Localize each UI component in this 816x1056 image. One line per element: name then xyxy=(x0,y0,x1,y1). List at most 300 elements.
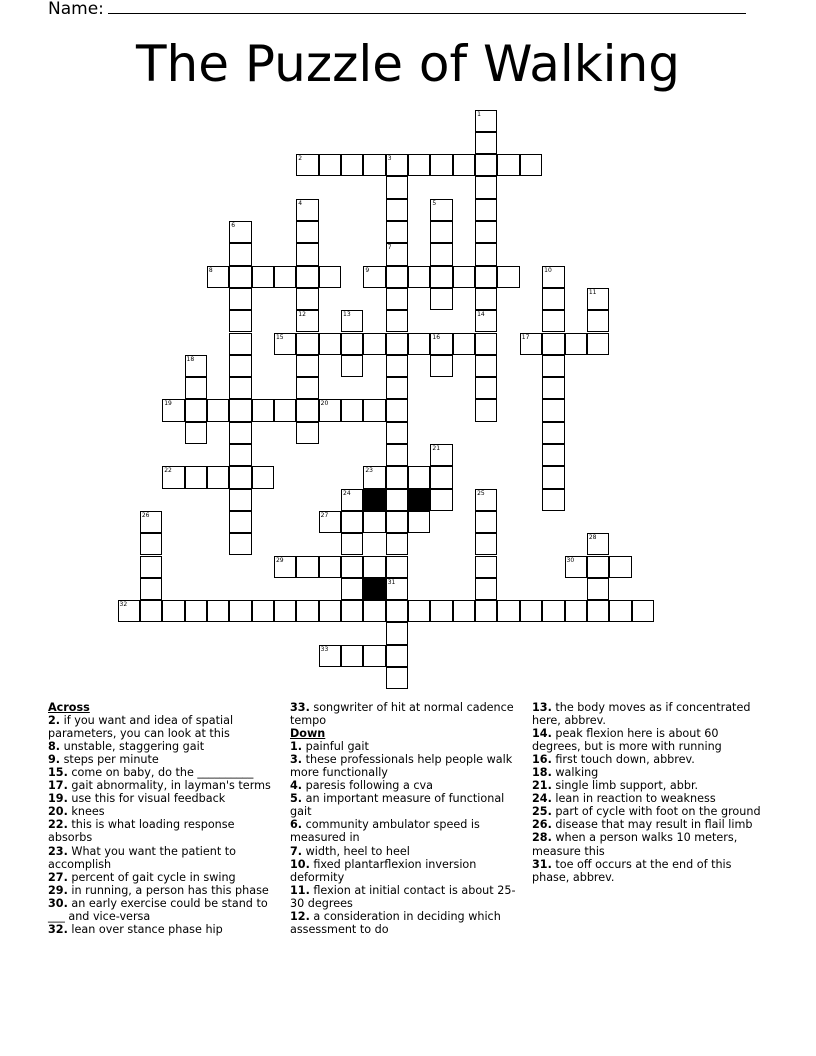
grid-cell[interactable] xyxy=(363,600,385,622)
grid-cell[interactable] xyxy=(430,355,452,377)
clue-item xyxy=(290,818,520,844)
grid-cell[interactable] xyxy=(229,355,251,377)
grid-cell[interactable] xyxy=(430,489,452,511)
grid-cell[interactable] xyxy=(542,444,564,466)
grid-cell[interactable] xyxy=(341,556,363,578)
clue-number: 16 xyxy=(432,333,441,341)
grid-cell[interactable] xyxy=(296,399,318,421)
clue-number: 26 xyxy=(141,511,150,519)
grid-cell[interactable] xyxy=(587,310,609,332)
clue-number-label: 26. xyxy=(532,818,552,832)
grid-cell[interactable] xyxy=(207,600,229,622)
grid-cell[interactable] xyxy=(386,176,408,198)
grid-cell[interactable] xyxy=(542,377,564,399)
grid-cell[interactable] xyxy=(341,645,363,667)
grid-cell[interactable] xyxy=(319,600,341,622)
grid-cell[interactable] xyxy=(296,333,318,355)
clue-number: 28 xyxy=(588,534,597,542)
clue-number-label: 15. xyxy=(48,766,68,780)
grid-cell[interactable] xyxy=(229,288,251,310)
grid-cell[interactable] xyxy=(296,199,318,221)
grid-cell[interactable] xyxy=(475,533,497,555)
clue-item xyxy=(290,792,520,818)
clue-number: 11 xyxy=(588,288,597,296)
clue-item xyxy=(48,714,278,740)
clue-section-heading: Down xyxy=(290,727,326,741)
grid-cell[interactable] xyxy=(140,556,162,578)
clue-text: width, heel to heel xyxy=(302,844,410,858)
clue-item xyxy=(290,884,520,910)
grid-cell[interactable] xyxy=(408,266,430,288)
clue-number-label: 28. xyxy=(532,831,552,845)
grid-cell[interactable] xyxy=(162,399,184,421)
clue-text: songwriter of hit at normal cadence tempo xyxy=(290,701,514,728)
clue-number: 6 xyxy=(231,222,236,229)
clue-number: 15 xyxy=(275,333,284,341)
grid-cell[interactable] xyxy=(453,154,475,176)
grid-cell[interactable] xyxy=(319,333,341,355)
grid-cell[interactable] xyxy=(296,556,318,578)
clue-number: 8 xyxy=(208,266,213,274)
clue-number: 5 xyxy=(432,199,437,207)
clue-text: paresis following a cva xyxy=(302,779,434,793)
clue-item xyxy=(290,740,520,753)
grid-cell[interactable] xyxy=(296,422,318,444)
grid-cell[interactable] xyxy=(386,667,408,689)
clue-column-1 xyxy=(48,701,278,936)
grid-cell[interactable] xyxy=(453,266,475,288)
grid-cell[interactable] xyxy=(609,556,631,578)
grid-cell[interactable] xyxy=(185,466,207,488)
grid-cell[interactable] xyxy=(587,556,609,578)
grid-cell[interactable] xyxy=(185,422,207,444)
clue-item xyxy=(48,740,278,753)
grid-cell[interactable] xyxy=(386,444,408,466)
grid-cell[interactable] xyxy=(386,355,408,377)
clue-text: walking xyxy=(551,766,599,780)
grid-cell[interactable] xyxy=(386,333,408,355)
grid-cell[interactable] xyxy=(565,600,587,622)
grid-cell[interactable] xyxy=(497,154,519,176)
grid-cell[interactable] xyxy=(587,533,609,555)
clue-number: 31 xyxy=(387,578,396,586)
grid-cell[interactable] xyxy=(542,489,564,511)
clue-number-label: 5. xyxy=(290,792,303,806)
clue-text: when a person walks 10 meters, measure this xyxy=(532,831,738,858)
grid-cell[interactable] xyxy=(319,645,341,667)
grid-cell[interactable] xyxy=(386,489,408,511)
grid-cell[interactable] xyxy=(475,199,497,221)
grid-cell[interactable] xyxy=(408,511,430,533)
clue-item xyxy=(532,792,762,805)
grid-cell[interactable] xyxy=(274,600,296,622)
grid-cell[interactable] xyxy=(475,511,497,533)
grid-cell[interactable] xyxy=(140,578,162,600)
grid-cell[interactable] xyxy=(475,333,497,355)
grid-cell-blocked xyxy=(363,578,385,600)
grid-cell[interactable] xyxy=(386,533,408,555)
clue-number-label: 2. xyxy=(48,714,61,728)
grid-cell[interactable] xyxy=(229,399,251,421)
grid-cell[interactable] xyxy=(430,243,452,265)
clue-number-label: 25. xyxy=(532,805,552,819)
grid-cell[interactable] xyxy=(185,377,207,399)
clue-item xyxy=(532,753,762,766)
grid-cell[interactable] xyxy=(229,333,251,355)
grid-cell[interactable] xyxy=(430,600,452,622)
grid-cell[interactable] xyxy=(252,466,274,488)
grid-cell-blocked xyxy=(363,489,385,511)
grid-cell[interactable] xyxy=(229,221,251,243)
grid-cell[interactable] xyxy=(252,399,274,421)
grid-cell[interactable] xyxy=(341,154,363,176)
clue-number-label: 32. xyxy=(48,922,68,936)
clue-number-label: 11. xyxy=(290,883,310,897)
grid-cell[interactable] xyxy=(229,466,251,488)
clue-item xyxy=(48,753,278,766)
grid-cell[interactable] xyxy=(475,355,497,377)
clue-number: 19 xyxy=(164,400,172,408)
grid-cell[interactable] xyxy=(207,466,229,488)
grid-cell[interactable] xyxy=(296,600,318,622)
grid-cell[interactable] xyxy=(229,422,251,444)
grid-cell[interactable] xyxy=(475,132,497,154)
clue-text: flexion at initial contact is about 25-30 degrees xyxy=(290,883,516,910)
grid-cell[interactable] xyxy=(475,600,497,622)
grid-cell[interactable] xyxy=(341,333,363,355)
clue-number-label: 12. xyxy=(290,909,310,923)
clue-item xyxy=(290,701,520,727)
grid-cell[interactable] xyxy=(497,600,519,622)
grid-cell[interactable] xyxy=(386,622,408,644)
clue-item xyxy=(290,858,520,884)
grid-cell[interactable] xyxy=(386,466,408,488)
clue-text: steps per minute xyxy=(60,753,159,767)
clue-text: unstable, staggering gait xyxy=(60,740,205,754)
grid-cell[interactable] xyxy=(587,288,609,310)
grid-cell[interactable] xyxy=(296,377,318,399)
grid-cell[interactable] xyxy=(542,266,564,288)
clue-number: 33 xyxy=(320,645,329,653)
clue-text: first touch down, abbrev. xyxy=(551,753,695,767)
grid-cell[interactable] xyxy=(542,355,564,377)
grid-cell[interactable] xyxy=(363,645,385,667)
grid-cell[interactable] xyxy=(118,600,140,622)
grid-cell[interactable] xyxy=(296,221,318,243)
clue-number: 9 xyxy=(365,266,370,274)
clue-text: disease that may result in flail limb xyxy=(551,818,753,832)
grid-cell[interactable] xyxy=(296,310,318,332)
clue-text: use this for visual feedback xyxy=(67,792,226,806)
clue-item xyxy=(48,884,278,897)
clue-item xyxy=(48,923,278,936)
grid-cell[interactable] xyxy=(140,600,162,622)
grid-cell[interactable] xyxy=(386,422,408,444)
grid-cell[interactable] xyxy=(475,489,497,511)
clue-number-label: 27. xyxy=(48,870,68,884)
grid-cell[interactable] xyxy=(363,511,385,533)
grid-cell[interactable] xyxy=(386,578,408,600)
grid-cell-blocked xyxy=(408,489,430,511)
grid-cell[interactable] xyxy=(542,399,564,421)
clue-number: 22 xyxy=(164,467,172,475)
grid-cell[interactable] xyxy=(229,489,251,511)
grid-cell[interactable] xyxy=(475,176,497,198)
clue-item xyxy=(532,818,762,831)
grid-cell[interactable] xyxy=(386,288,408,310)
clue-number: 25 xyxy=(477,489,485,497)
grid-cell[interactable] xyxy=(386,556,408,578)
clue-text: fixed plantarflexion inversion deformity xyxy=(290,857,477,884)
grid-cell[interactable] xyxy=(609,600,631,622)
clue-number: 7 xyxy=(387,244,392,252)
clue-item xyxy=(48,792,278,805)
grid-cell[interactable] xyxy=(475,266,497,288)
grid-cell[interactable] xyxy=(542,333,564,355)
clue-item xyxy=(532,805,762,818)
clue-number-label: 17. xyxy=(48,779,68,793)
grid-cell[interactable] xyxy=(185,355,207,377)
clue-text: these professionals help people walk more functionally xyxy=(290,753,513,780)
grid-cell[interactable] xyxy=(386,221,408,243)
clue-item xyxy=(290,753,520,779)
grid-cell[interactable] xyxy=(453,600,475,622)
grid-cell[interactable] xyxy=(341,511,363,533)
grid-cell[interactable] xyxy=(565,556,587,578)
grid-cell[interactable] xyxy=(542,600,564,622)
grid-cell[interactable] xyxy=(274,556,296,578)
grid-cell[interactable] xyxy=(363,556,385,578)
clue-text: single limb support, abbr. xyxy=(551,779,699,793)
clue-number-label: 4. xyxy=(290,779,303,793)
grid-cell[interactable] xyxy=(520,154,542,176)
grid-cell[interactable] xyxy=(475,110,497,132)
clue-text: in running, a person has this phase xyxy=(67,883,269,897)
grid-cell[interactable] xyxy=(229,600,251,622)
grid-cell[interactable] xyxy=(430,221,452,243)
grid-cell[interactable] xyxy=(185,399,207,421)
grid-cell[interactable] xyxy=(341,600,363,622)
grid-cell[interactable] xyxy=(430,266,452,288)
clue-number-label: 18. xyxy=(532,766,552,780)
clue-number: 2 xyxy=(298,155,303,163)
clue-number: 14 xyxy=(477,311,485,319)
grid-cell[interactable] xyxy=(632,600,654,622)
clue-number: 1 xyxy=(477,110,481,118)
clue-number-label: 29. xyxy=(48,883,68,897)
grid-cell[interactable] xyxy=(497,266,519,288)
grid-cell[interactable] xyxy=(542,466,564,488)
grid-cell[interactable] xyxy=(386,600,408,622)
clue-item xyxy=(48,897,278,923)
grid-cell[interactable] xyxy=(296,288,318,310)
clue-number-label: 20. xyxy=(48,805,68,819)
grid-cell[interactable] xyxy=(229,377,251,399)
grid-cell[interactable] xyxy=(408,333,430,355)
grid-cell[interactable] xyxy=(140,533,162,555)
clue-item xyxy=(290,845,520,858)
clue-text: come on baby, do the __________ xyxy=(67,766,254,780)
clue-number-label: 9. xyxy=(48,753,61,767)
grid-cell[interactable] xyxy=(475,154,497,176)
grid-cell[interactable] xyxy=(319,511,341,533)
grid-cell[interactable] xyxy=(386,243,408,265)
grid-cell[interactable] xyxy=(229,310,251,332)
grid-cell[interactable] xyxy=(140,511,162,533)
clue-text: peak flexion here is about 60 degrees, but is more with running xyxy=(532,727,722,754)
clue-item xyxy=(48,779,278,792)
grid-cell[interactable] xyxy=(207,399,229,421)
grid-cell[interactable] xyxy=(341,399,363,421)
clue-text: painful gait xyxy=(302,740,369,754)
grid-cell[interactable] xyxy=(363,333,385,355)
grid-cell[interactable] xyxy=(542,288,564,310)
clue-number: 4 xyxy=(298,199,303,207)
clue-column-2 xyxy=(290,701,520,936)
clue-text: an important measure of functional gait xyxy=(290,792,505,819)
grid-cell[interactable] xyxy=(430,444,452,466)
clue-number: 27 xyxy=(320,511,329,519)
grid-cell[interactable] xyxy=(430,466,452,488)
clue-text: lean in reaction to weakness xyxy=(551,792,716,806)
grid-cell[interactable] xyxy=(587,600,609,622)
grid-cell[interactable] xyxy=(430,333,452,355)
clue-text: What you want the patient to accomplish xyxy=(48,844,237,871)
grid-cell[interactable] xyxy=(229,533,251,555)
grid-cell[interactable] xyxy=(430,288,452,310)
grid-cell[interactable] xyxy=(453,333,475,355)
grid-cell[interactable] xyxy=(386,511,408,533)
clue-item xyxy=(48,871,278,884)
grid-cell[interactable] xyxy=(408,466,430,488)
clue-number: 29 xyxy=(275,556,284,564)
grid-cell[interactable] xyxy=(363,266,385,288)
grid-cell[interactable] xyxy=(475,399,497,421)
grid-cell[interactable] xyxy=(229,444,251,466)
grid-cell[interactable] xyxy=(475,377,497,399)
grid-cell[interactable] xyxy=(229,511,251,533)
grid-cell[interactable] xyxy=(185,600,207,622)
grid-cell[interactable] xyxy=(341,489,363,511)
clue-number: 10 xyxy=(544,266,552,274)
grid-cell[interactable] xyxy=(274,266,296,288)
grid-cell[interactable] xyxy=(542,310,564,332)
clue-item xyxy=(532,701,762,727)
grid-cell[interactable] xyxy=(252,600,274,622)
grid-cell[interactable] xyxy=(430,154,452,176)
clue-number-label: 16. xyxy=(532,753,552,767)
grid-cell[interactable] xyxy=(475,578,497,600)
grid-cell[interactable] xyxy=(341,578,363,600)
grid-cell[interactable] xyxy=(162,600,184,622)
grid-cell[interactable] xyxy=(386,310,408,332)
clue-text: if you want and idea of spatial parameters, you can look at this xyxy=(48,714,234,741)
grid-cell[interactable] xyxy=(520,600,542,622)
clue-text: this is what loading response absorbs xyxy=(48,818,235,845)
grid-cell[interactable] xyxy=(475,243,497,265)
grid-cell[interactable] xyxy=(475,310,497,332)
clue-number-label: 7. xyxy=(290,844,303,858)
grid-cell[interactable] xyxy=(341,310,363,332)
grid-cell[interactable] xyxy=(542,422,564,444)
grid-cell[interactable] xyxy=(386,645,408,667)
grid-cell[interactable] xyxy=(252,266,274,288)
grid-cell[interactable] xyxy=(386,266,408,288)
grid-cell[interactable] xyxy=(296,154,318,176)
grid-cell[interactable] xyxy=(475,556,497,578)
grid-cell[interactable] xyxy=(430,199,452,221)
grid-cell[interactable] xyxy=(386,377,408,399)
grid-cell[interactable] xyxy=(274,399,296,421)
clue-number: 24 xyxy=(343,489,351,497)
clue-column-3 xyxy=(532,701,762,884)
grid-cell[interactable] xyxy=(207,266,229,288)
clue-number-label: 8. xyxy=(48,740,61,754)
clue-item xyxy=(48,805,278,818)
grid-cell[interactable] xyxy=(296,355,318,377)
grid-cell[interactable] xyxy=(587,578,609,600)
clue-text: the body moves as if concentrated here, abbrev. xyxy=(532,701,751,728)
grid-cell[interactable] xyxy=(408,154,430,176)
grid-cell[interactable] xyxy=(274,333,296,355)
clue-number: 32 xyxy=(119,601,128,609)
clue-text: community ambulator speed is measured in xyxy=(290,818,480,845)
clue-number-label: 3. xyxy=(290,753,303,767)
grid-cell[interactable] xyxy=(520,333,542,355)
grid-cell[interactable] xyxy=(296,243,318,265)
grid-cell[interactable] xyxy=(319,556,341,578)
grid-cell[interactable] xyxy=(386,199,408,221)
grid-cell[interactable] xyxy=(319,154,341,176)
grid-cell[interactable] xyxy=(229,243,251,265)
clue-item xyxy=(532,858,762,884)
clue-number-label: 14. xyxy=(532,727,552,741)
clue-text: gait abnormality, in layman's terms xyxy=(67,779,271,793)
name-label: Name: xyxy=(48,0,104,19)
grid-cell[interactable] xyxy=(475,288,497,310)
grid-cell[interactable] xyxy=(341,533,363,555)
clue-item xyxy=(290,910,520,936)
grid-cell[interactable] xyxy=(587,333,609,355)
clue-item xyxy=(532,727,762,753)
grid-cell[interactable] xyxy=(408,600,430,622)
clue-number: 23 xyxy=(365,467,373,475)
grid-cell[interactable] xyxy=(386,399,408,421)
grid-cell[interactable] xyxy=(341,355,363,377)
grid-cell[interactable] xyxy=(319,399,341,421)
clue-number-label: 31. xyxy=(532,857,552,871)
grid-cell[interactable] xyxy=(475,221,497,243)
clue-item xyxy=(290,779,520,792)
clue-item xyxy=(48,766,278,779)
grid-cell[interactable] xyxy=(363,466,385,488)
name-field xyxy=(48,0,746,19)
grid-cell[interactable] xyxy=(229,266,251,288)
clue-number-label: 6. xyxy=(290,818,303,832)
grid-cell[interactable] xyxy=(386,154,408,176)
clue-text: part of cycle with foot on the ground xyxy=(551,805,761,819)
clue-text: an early exercise could be stand to ___ and vice-versa xyxy=(48,896,268,923)
grid-cell[interactable] xyxy=(319,266,341,288)
grid-cell[interactable] xyxy=(565,333,587,355)
grid-cell[interactable] xyxy=(296,266,318,288)
grid-cell[interactable] xyxy=(162,466,184,488)
grid-cell[interactable] xyxy=(363,154,385,176)
clue-number-label: 22. xyxy=(48,818,68,832)
clue-section-heading: Across xyxy=(48,701,90,714)
clue-text: knees xyxy=(67,805,105,819)
grid-cell[interactable] xyxy=(363,399,385,421)
